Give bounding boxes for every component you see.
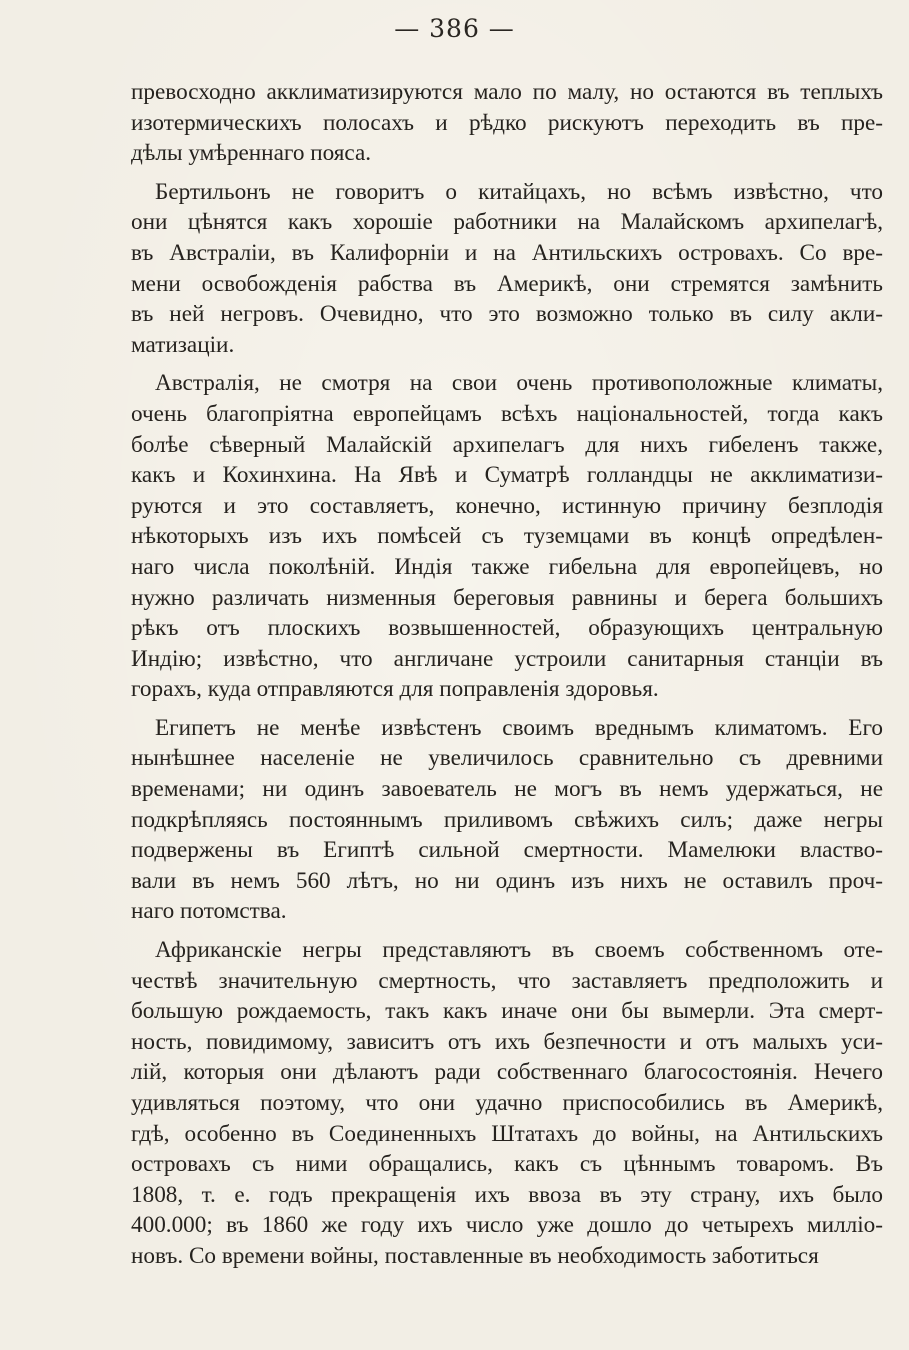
- text-line: Индію; извѣстно, что англичане устроили санитарныя станціи въ: [131, 645, 883, 672]
- text-line: они цѣнятся какъ хорошіе работники на Малайскомъ архипелагѣ,: [131, 209, 883, 236]
- text-line: Африканскіе негры представляютъ въ своемъ собственномъ оте-: [155, 937, 883, 964]
- text-line: чествѣ значительную смертность, что заставляетъ предположить и: [131, 967, 883, 994]
- text-line: дѣлы умѣреннаго пояса.: [131, 140, 372, 167]
- text-line: временами; ни одинъ завоеватель не могъ въ немъ удержаться, не: [131, 776, 883, 803]
- text-line: вали въ немъ 560 лѣтъ, но ни одинъ изъ нихъ не оставилъ проч-: [131, 867, 883, 894]
- text-line: нѣкоторыхъ изъ ихъ помѣсей съ туземцами въ концѣ опредѣлен-: [131, 523, 883, 550]
- paragraph: [131, 77, 883, 169]
- text-line: въ ней негровъ. Очевидно, что это возможно только въ силу акли-: [131, 301, 883, 328]
- text-line: руются и это составляетъ, конечно, истинную причину безплодія: [131, 492, 883, 519]
- text-line: превосходно акклиматизируются мало по малу, но остаются въ теплыхъ: [131, 79, 883, 105]
- paragraph: [131, 368, 883, 705]
- text-line: новъ. Со времени войны, поставленные въ необходимость заботиться: [131, 1242, 819, 1269]
- text-line: мени освобожденія рабства въ Америкѣ, они стремятся замѣнить: [131, 270, 883, 297]
- text-line: очень благопріятна европейцамъ всѣхъ національностей, тогда какъ: [131, 400, 883, 427]
- text-line: въ Австраліи, въ Калифорніи и на Антильскихъ островахъ. Со вре-: [131, 239, 883, 266]
- paragraph: [131, 935, 883, 1272]
- text-line: островахъ съ ними обращались, какъ съ цѣннымъ товаромъ. Въ: [131, 1151, 883, 1178]
- text-line: гдѣ, особенно въ Соединенныхъ Штатахъ до войны, на Антильскихъ: [131, 1120, 883, 1147]
- text-line: Египетъ не менѣе извѣстенъ своимъ вреднымъ климатомъ. Его: [155, 714, 883, 741]
- text-line: матизаціи.: [131, 331, 235, 358]
- text-line: удивляться поэтому, что они удачно приспособились въ Америкѣ,: [131, 1090, 883, 1116]
- text-line: подкрѣпляясь постояннымъ приливомъ свѣжихъ силъ; даже негры: [131, 806, 883, 833]
- text-line: рѣкъ отъ плоскихъ возвышенностей, образующихъ центральную: [131, 615, 883, 642]
- text-line: Австралія, не смотря на свои очень противоположные климаты,: [155, 370, 883, 397]
- text-line: лій, которыя они дѣлаютъ ради собственнаго благосостоянія. Нечего: [131, 1059, 883, 1086]
- text-line: 1808, т. е. годъ прекращенія ихъ ввоза въ эту страну, ихъ было: [131, 1181, 883, 1208]
- text-line: болѣе сѣверный Малайскій архипелагъ для нихъ гибеленъ также,: [131, 431, 883, 458]
- paragraph: [131, 177, 883, 361]
- body-text: [131, 77, 883, 1280]
- text-line: какъ и Кохинхина. На Явѣ и Суматрѣ голландцы не акклиматизи-: [131, 462, 883, 489]
- paragraph: [131, 713, 883, 927]
- text-line: изотермическихъ полосахъ и рѣдко рискуютъ переходить въ пре-: [131, 109, 883, 136]
- text-line: нужно различать низменныя береговыя равнины и берега большихъ: [131, 584, 883, 611]
- text-line: наго числа поколѣній. Индія также гибельна для европейцевъ, но: [131, 553, 883, 580]
- text-line: нынѣшнее населеніе не увеличилось сравнительно съ древними: [131, 745, 883, 772]
- text-line: наго потомства.: [131, 898, 287, 925]
- text-line: ность, повидимому, зависитъ отъ ихъ безпечности и отъ малыхъ уси-: [131, 1028, 883, 1055]
- text-line: горахъ, куда отправляются для поправленія здоровья.: [131, 676, 659, 703]
- text-line: подвержены въ Египтѣ сильной смертности. Мамелюки властво-: [131, 837, 883, 864]
- text-line: большую рождаемость, такъ какъ иначе они бы вымерли. Эта смерт-: [131, 998, 883, 1025]
- text-line: 400.000; въ 1860 же году ихъ число уже дошло до четырехъ милліо-: [131, 1212, 883, 1239]
- page-number: — 386 —: [394, 14, 515, 43]
- text-line: Бертильонъ не говоритъ о китайцахъ, но всѣмъ извѣстно, что: [155, 178, 883, 205]
